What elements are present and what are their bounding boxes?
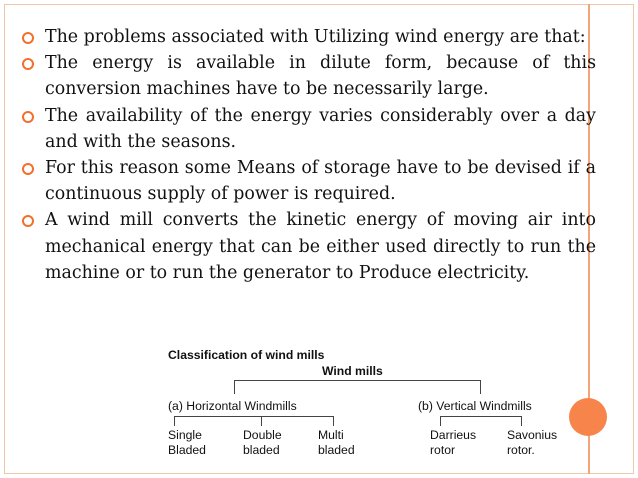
bullet-item [20, 24, 596, 50]
bullet-list [20, 24, 596, 286]
bullet-item [20, 155, 596, 207]
connector-line [234, 380, 481, 381]
darrieus-rotor-label: rotor [430, 443, 456, 457]
accent-dot [569, 398, 607, 436]
horizontal-windmills-label: (a) Horizontal Windmills [168, 399, 297, 413]
bullet-icon [22, 163, 34, 175]
double-bladed-label: bladed [243, 443, 280, 457]
bullet-icon [22, 32, 34, 44]
bullet-text: The energy is available in dilute form, because of this conversion machines have to be necessarily large. [45, 53, 596, 100]
bullet-icon [22, 58, 34, 70]
connector-line [440, 416, 441, 426]
savonius-rotor-label: rotor. [507, 443, 535, 457]
darrieus-rotor-label: Darrieus [430, 428, 477, 442]
connector-line [234, 380, 235, 394]
bullet-item [20, 50, 596, 102]
bullet-text: A wind mill converts the kinetic energy of moving air into mechanical energy that can be either used directly to run the machine or to run the generator to Produce electricity. [45, 210, 596, 283]
bullet-text: For this reason some Means of storage have to be devised if a continuous supply of power is required. [45, 158, 596, 205]
multi-bladed-label: bladed [318, 443, 355, 457]
bullet-text: The availability of the energy varies considerably over a day and with the seasons. [45, 105, 596, 152]
connector-line [521, 416, 522, 426]
bullet-item [20, 207, 596, 286]
multi-bladed-label: Multi [318, 428, 344, 442]
bullet-text: The problems associated with Utilizing wind energy are that: [45, 27, 586, 47]
double-bladed-label: Double [243, 428, 282, 442]
classification-diagram [166, 346, 566, 464]
connector-line [174, 416, 334, 417]
savonius-rotor-label: Savonius [507, 428, 558, 442]
connector-line [480, 380, 481, 394]
bullet-icon [22, 111, 34, 123]
single-bladed-label: Single [168, 428, 202, 442]
connector-line [333, 416, 334, 426]
connector-line [440, 416, 522, 417]
connector-line [261, 416, 262, 426]
single-bladed-label: Bladed [168, 443, 206, 457]
bullet-icon [22, 215, 34, 227]
diagram-root-label: Wind mills [322, 364, 383, 378]
connector-line [174, 416, 175, 426]
vertical-windmills-label: (b) Vertical Windmills [418, 399, 532, 413]
bullet-item [20, 103, 596, 155]
diagram-heading: Classification of wind mills [168, 348, 325, 362]
